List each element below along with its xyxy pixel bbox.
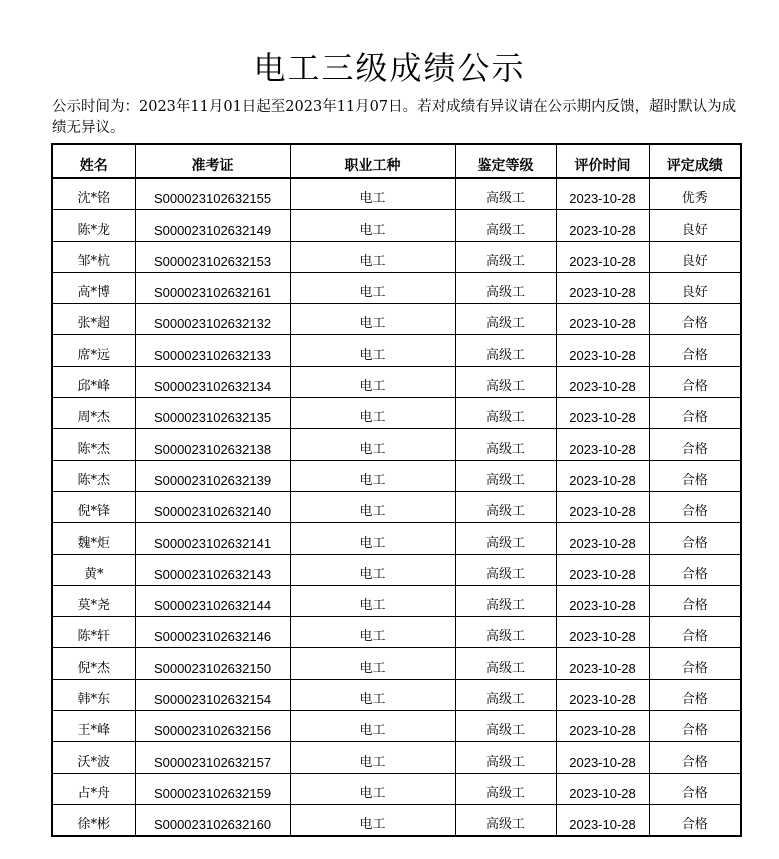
cell-result: 良好	[649, 210, 741, 241]
table-row	[52, 398, 741, 429]
cell-ticket-number: S000023102632161	[135, 272, 290, 303]
cell-level: 高级工	[455, 554, 556, 585]
cell-result: 合格	[649, 617, 741, 648]
cell-level: 高级工	[455, 585, 556, 616]
cell-level: 高级工	[455, 711, 556, 742]
cell-occupation: 电工	[290, 304, 455, 335]
cell-eval-date: 2023-10-28	[556, 523, 649, 554]
cell-eval-date: 2023-10-28	[556, 366, 649, 397]
notice-text: 公示时间为：2023年11月01日起至2023年11月07日。若对成绩有异议请在公示期内反馈，超时默认为成绩无异议。	[52, 99, 737, 136]
cell-result: 合格	[649, 304, 741, 335]
cell-ticket-number: S000023102632157	[135, 742, 290, 773]
cell-occupation: 电工	[290, 804, 455, 836]
cell-name: 陈*轩	[52, 617, 135, 648]
cell-eval-date: 2023-10-28	[556, 178, 649, 210]
cell-occupation: 电工	[290, 585, 455, 616]
cell-occupation: 电工	[290, 742, 455, 773]
cell-eval-date: 2023-10-28	[556, 335, 649, 366]
cell-eval-date: 2023-10-28	[556, 210, 649, 241]
cell-level: 高级工	[455, 398, 556, 429]
table-row	[52, 742, 741, 773]
table-row	[52, 178, 741, 210]
table-row	[52, 304, 741, 335]
cell-level: 高级工	[455, 460, 556, 491]
cell-result: 合格	[649, 366, 741, 397]
cell-result: 良好	[649, 272, 741, 303]
cell-eval-date: 2023-10-28	[556, 460, 649, 491]
cell-occupation: 电工	[290, 178, 455, 210]
cell-eval-date: 2023-10-28	[556, 585, 649, 616]
cell-ticket-number: S000023102632150	[135, 648, 290, 679]
header-eval-date: 评价时间	[556, 144, 649, 178]
cell-occupation: 电工	[290, 773, 455, 804]
table-row	[52, 241, 741, 272]
table-body	[52, 178, 741, 836]
cell-ticket-number: S000023102632155	[135, 178, 290, 210]
cell-level: 高级工	[455, 523, 556, 554]
cell-eval-date: 2023-10-28	[556, 711, 649, 742]
cell-name: 张*超	[52, 304, 135, 335]
cell-result: 良好	[649, 241, 741, 272]
cell-result: 合格	[649, 585, 741, 616]
cell-level: 高级工	[455, 366, 556, 397]
table-row	[52, 804, 741, 836]
cell-occupation: 电工	[290, 460, 455, 491]
cell-occupation: 电工	[290, 366, 455, 397]
cell-eval-date: 2023-10-28	[556, 617, 649, 648]
cell-name: 徐*彬	[52, 804, 135, 836]
cell-level: 高级工	[455, 178, 556, 210]
cell-ticket-number: S000023102632149	[135, 210, 290, 241]
cell-level: 高级工	[455, 617, 556, 648]
cell-result: 合格	[649, 491, 741, 522]
cell-result: 合格	[649, 648, 741, 679]
cell-result: 合格	[649, 398, 741, 429]
cell-level: 高级工	[455, 648, 556, 679]
table-header-row	[52, 144, 741, 178]
cell-name: 沃*波	[52, 742, 135, 773]
cell-name: 席*远	[52, 335, 135, 366]
cell-ticket-number: S000023102632156	[135, 711, 290, 742]
cell-eval-date: 2023-10-28	[556, 554, 649, 585]
grades-table	[51, 143, 742, 837]
table-row	[52, 617, 741, 648]
cell-level: 高级工	[455, 304, 556, 335]
cell-ticket-number: S000023102632159	[135, 773, 290, 804]
cell-occupation: 电工	[290, 648, 455, 679]
cell-name: 倪*锋	[52, 491, 135, 522]
table-row	[52, 679, 741, 710]
cell-ticket-number: S000023102632134	[135, 366, 290, 397]
cell-ticket-number: S000023102632160	[135, 804, 290, 836]
cell-name: 倪*杰	[52, 648, 135, 679]
cell-name: 陈*龙	[52, 210, 135, 241]
cell-name: 陈*杰	[52, 429, 135, 460]
cell-name: 沈*铭	[52, 178, 135, 210]
table-row	[52, 773, 741, 804]
cell-result: 合格	[649, 711, 741, 742]
cell-ticket-number: S000023102632138	[135, 429, 290, 460]
header-result: 评定成绩	[649, 144, 741, 178]
cell-name: 占*舟	[52, 773, 135, 804]
cell-level: 高级工	[455, 773, 556, 804]
table-row	[52, 523, 741, 554]
cell-eval-date: 2023-10-28	[556, 648, 649, 679]
cell-result: 合格	[649, 460, 741, 491]
cell-level: 高级工	[455, 429, 556, 460]
cell-name: 王*峰	[52, 711, 135, 742]
cell-occupation: 电工	[290, 523, 455, 554]
cell-ticket-number: S000023102632140	[135, 491, 290, 522]
cell-eval-date: 2023-10-28	[556, 398, 649, 429]
page-title: 电工三级成绩公示	[253, 49, 526, 87]
cell-result: 合格	[649, 554, 741, 585]
cell-occupation: 电工	[290, 335, 455, 366]
cell-name: 魏*炬	[52, 523, 135, 554]
cell-ticket-number: S000023102632144	[135, 585, 290, 616]
cell-eval-date: 2023-10-28	[556, 679, 649, 710]
cell-level: 高级工	[455, 742, 556, 773]
cell-occupation: 电工	[290, 617, 455, 648]
cell-name: 周*杰	[52, 398, 135, 429]
table-row	[52, 460, 741, 491]
cell-result: 合格	[649, 335, 741, 366]
cell-name: 陈*杰	[52, 460, 135, 491]
cell-result: 合格	[649, 679, 741, 710]
table-row	[52, 429, 741, 460]
table-row	[52, 585, 741, 616]
cell-occupation: 电工	[290, 272, 455, 303]
cell-eval-date: 2023-10-28	[556, 491, 649, 522]
cell-occupation: 电工	[290, 241, 455, 272]
cell-eval-date: 2023-10-28	[556, 773, 649, 804]
cell-ticket-number: S000023102632154	[135, 679, 290, 710]
cell-level: 高级工	[455, 210, 556, 241]
cell-result: 合格	[649, 429, 741, 460]
cell-eval-date: 2023-10-28	[556, 429, 649, 460]
cell-ticket-number: S000023102632141	[135, 523, 290, 554]
cell-occupation: 电工	[290, 491, 455, 522]
cell-ticket-number: S000023102632143	[135, 554, 290, 585]
table-row	[52, 711, 741, 742]
cell-name: 莫*尧	[52, 585, 135, 616]
header-ticket-number: 准考证	[135, 144, 290, 178]
cell-result: 优秀	[649, 178, 741, 210]
cell-name: 黄*	[52, 554, 135, 585]
cell-ticket-number: S000023102632153	[135, 241, 290, 272]
header-occupation: 职业工种	[290, 144, 455, 178]
cell-level: 高级工	[455, 241, 556, 272]
cell-eval-date: 2023-10-28	[556, 304, 649, 335]
cell-occupation: 电工	[290, 398, 455, 429]
cell-ticket-number: S000023102632139	[135, 460, 290, 491]
table-row	[52, 648, 741, 679]
cell-ticket-number: S000023102632146	[135, 617, 290, 648]
cell-occupation: 电工	[290, 554, 455, 585]
table-row	[52, 554, 741, 585]
cell-eval-date: 2023-10-28	[556, 742, 649, 773]
cell-name: 高*博	[52, 272, 135, 303]
table-row	[52, 210, 741, 241]
cell-occupation: 电工	[290, 210, 455, 241]
header-level: 鉴定等级	[455, 144, 556, 178]
cell-ticket-number: S000023102632132	[135, 304, 290, 335]
cell-ticket-number: S000023102632133	[135, 335, 290, 366]
cell-occupation: 电工	[290, 711, 455, 742]
cell-level: 高级工	[455, 491, 556, 522]
cell-result: 合格	[649, 773, 741, 804]
cell-eval-date: 2023-10-28	[556, 241, 649, 272]
header-name: 姓名	[52, 144, 135, 178]
cell-name: 邱*峰	[52, 366, 135, 397]
table-row	[52, 366, 741, 397]
cell-level: 高级工	[455, 679, 556, 710]
table-row	[52, 491, 741, 522]
cell-ticket-number: S000023102632135	[135, 398, 290, 429]
cell-name: 韩*东	[52, 679, 135, 710]
table-row	[52, 335, 741, 366]
cell-result: 合格	[649, 742, 741, 773]
table-row	[52, 272, 741, 303]
cell-eval-date: 2023-10-28	[556, 804, 649, 836]
cell-name: 邹*杭	[52, 241, 135, 272]
cell-result: 合格	[649, 804, 741, 836]
cell-level: 高级工	[455, 272, 556, 303]
cell-result: 合格	[649, 523, 741, 554]
cell-level: 高级工	[455, 335, 556, 366]
cell-level: 高级工	[455, 804, 556, 836]
cell-occupation: 电工	[290, 679, 455, 710]
cell-occupation: 电工	[290, 429, 455, 460]
cell-eval-date: 2023-10-28	[556, 272, 649, 303]
